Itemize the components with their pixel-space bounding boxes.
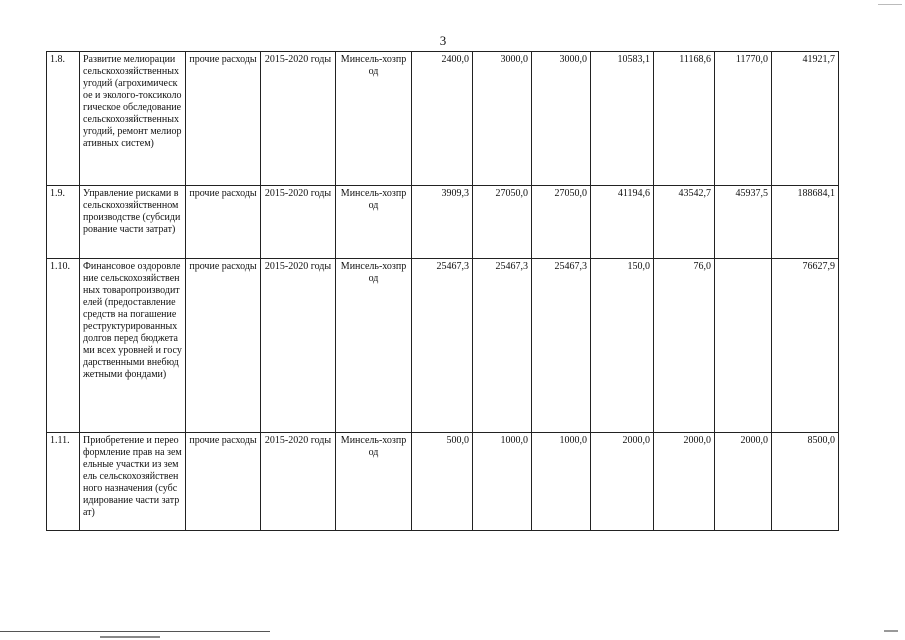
scan-speck [884,630,898,632]
row-value-4: 2000,0 [591,433,654,531]
row-value-3: 1000,0 [532,433,591,531]
row-value-4: 10583,1 [591,52,654,186]
row-value-5: 43542,7 [654,186,715,259]
row-value-7: 188684,1 [772,186,839,259]
row-value-2: 1000,0 [473,433,532,531]
row-description: Управление рисками в сельскохозяйственном производстве (субсидирование части затрат) [80,186,186,259]
table-row [47,52,839,186]
row-value-6 [715,259,772,433]
scan-speck [100,636,160,638]
row-value-5: 76,0 [654,259,715,433]
table-row [47,259,839,433]
row-executor: Минсель-хозпрод [336,433,412,531]
row-value-4: 41194,6 [591,186,654,259]
row-value-1: 25467,3 [412,259,473,433]
row-value-1: 500,0 [412,433,473,531]
row-value-2: 3000,0 [473,52,532,186]
scan-speck [0,631,270,632]
row-executor: Минсель-хозпрод [336,259,412,433]
row-value-1: 3909,3 [412,186,473,259]
table-row [47,433,839,531]
row-value-6: 11770,0 [715,52,772,186]
row-description: Приобретение и переоформление прав на земельные участки из земель сельскохозяйственного назначения (субсидирование части затрат) [80,433,186,531]
table-body [47,52,839,531]
row-index: 1.8. [47,52,80,186]
row-value-7: 41921,7 [772,52,839,186]
row-value-3: 27050,0 [532,186,591,259]
row-value-6: 45937,5 [715,186,772,259]
row-expense-type: прочие расходы [186,433,261,531]
row-description: Развитие мелиорации сельскохозяйственных угодий (агрохимическое и эколого-токсикологическое обследование сельскохозяйственных угодий, ремонт мелиоративных систем) [80,52,186,186]
row-description: Финансовое оздоровление сельскохозяйственных товаропроизводителей (предоставление средств на погашение реструктурированных долгов перед бюджетами всех уровней и государственными внебюджетными фондами) [80,259,186,433]
row-value-6: 2000,0 [715,433,772,531]
table-row [47,186,839,259]
budget-table [46,51,839,531]
row-value-7: 76627,9 [772,259,839,433]
row-value-1: 2400,0 [412,52,473,186]
scan-speck [878,4,902,5]
page-number: 3 [439,33,447,48]
row-value-7: 8500,0 [772,433,839,531]
row-period: 2015-2020 годы [261,52,336,186]
row-value-4: 150,0 [591,259,654,433]
row-index: 1.11. [47,433,80,531]
row-executor: Минсель-хозпрод [336,186,412,259]
row-expense-type: прочие расходы [186,186,261,259]
row-executor: Минсель-хозпрод [336,52,412,186]
row-period: 2015-2020 годы [261,433,336,531]
row-period: 2015-2020 годы [261,186,336,259]
row-period: 2015-2020 годы [261,259,336,433]
row-value-3: 25467,3 [532,259,591,433]
row-value-2: 27050,0 [473,186,532,259]
row-index: 1.10. [47,259,80,433]
row-value-3: 3000,0 [532,52,591,186]
row-expense-type: прочие расходы [186,259,261,433]
row-expense-type: прочие расходы [186,52,261,186]
row-value-5: 11168,6 [654,52,715,186]
row-value-5: 2000,0 [654,433,715,531]
row-index: 1.9. [47,186,80,259]
row-value-2: 25467,3 [473,259,532,433]
